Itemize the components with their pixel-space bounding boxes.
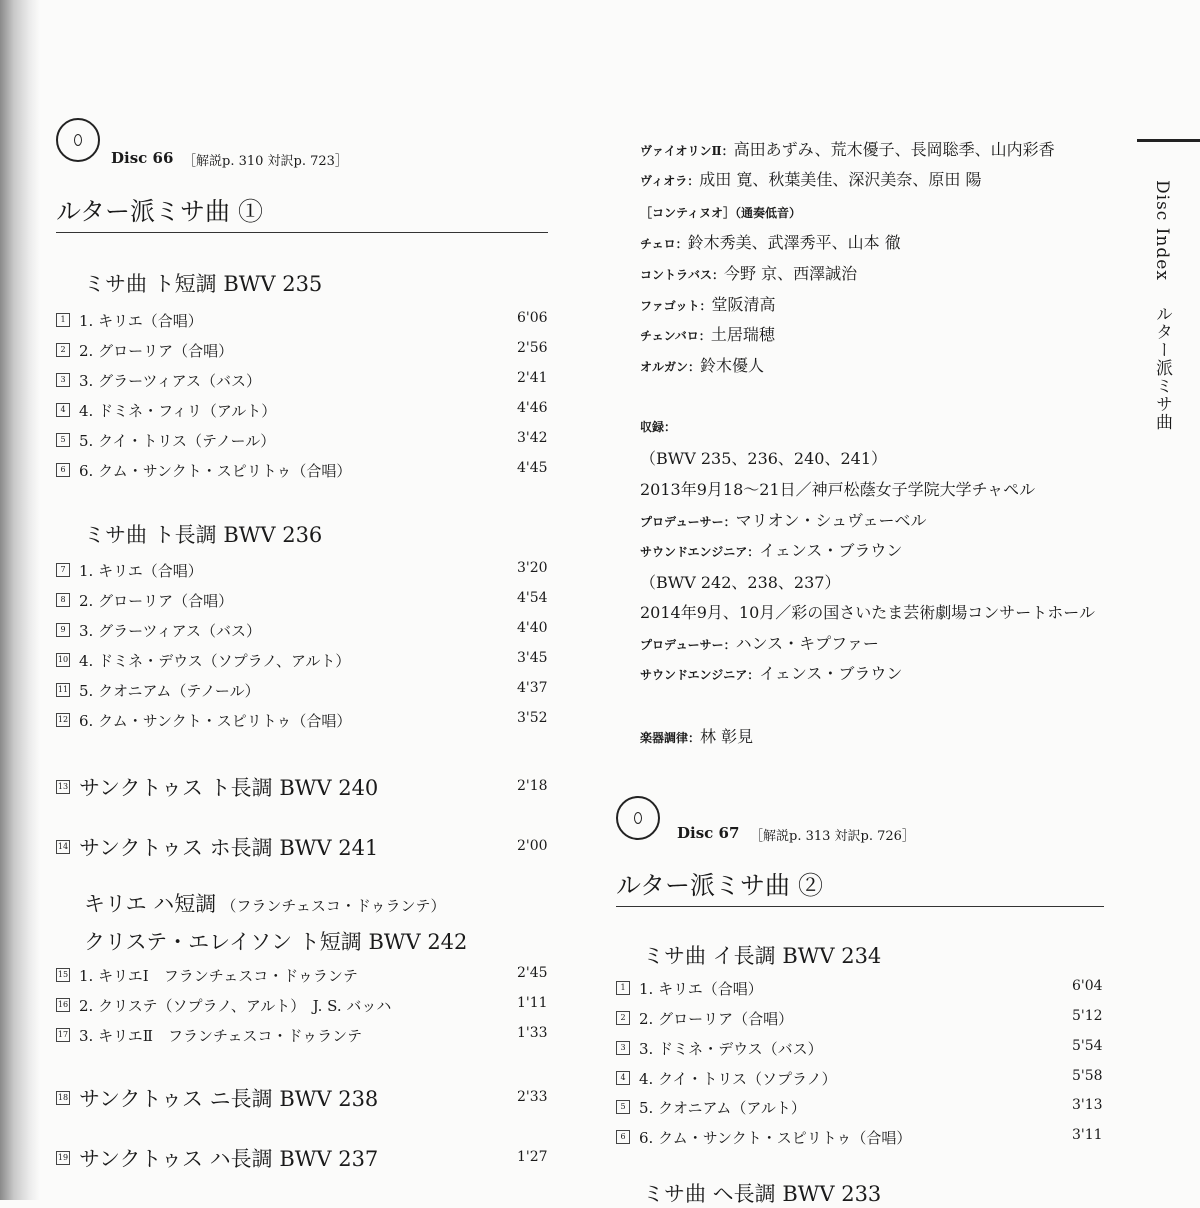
work-title-note: （フランチェスコ・ドゥランテ） [221, 897, 446, 915]
track-name: 1. キリエ（合唱） [79, 312, 203, 330]
track-number: 19 [56, 1151, 70, 1165]
recording-label [640, 416, 676, 435]
recording1-engineer [640, 538, 902, 561]
track-row[interactable] [56, 560, 548, 582]
credit-organ [640, 353, 764, 376]
credit-continuo-heading [640, 202, 801, 221]
track-number: 15 [56, 968, 70, 982]
track-number: 7 [56, 563, 70, 577]
credit-names: 鈴木優人 [700, 356, 765, 375]
credit-role: サウンドエンジニア： [640, 668, 760, 682]
work-title: ミサ曲 ト長調 BWV 236 [84, 523, 323, 547]
credit-role: プロデューサー： [640, 638, 736, 652]
page-gutter-shadow [0, 0, 40, 1200]
track-number: 10 [56, 653, 70, 667]
section-divider [616, 906, 1104, 907]
track-row[interactable] [56, 340, 548, 362]
track-name: 3. ドミネ・デウス（バス） [639, 1040, 823, 1058]
track-row[interactable] [56, 772, 548, 800]
track-name: 3. グラーツィアス（バス） [79, 372, 261, 390]
credit-tuning [640, 724, 753, 747]
credit-role: コントラバス： [640, 268, 725, 282]
track-duration: 2'18 [517, 778, 548, 794]
track-duration: 3'11 [1072, 1127, 1103, 1143]
track-name: サンクトゥス ハ長調 BWV 237 [79, 1147, 379, 1171]
track-name: 1. キリエ（合唱） [79, 562, 203, 580]
track-duration: 1'33 [517, 1025, 548, 1041]
track-row[interactable] [616, 978, 1104, 1000]
track-row[interactable] [56, 710, 548, 732]
recording1-producer [640, 508, 927, 531]
credit-role: 楽器調律： [640, 731, 701, 745]
credit-names: 土居瑞穂 [710, 325, 775, 344]
track-name: 4. ドミネ・デウス（ソプラノ、アルト） [79, 652, 351, 670]
recording2-place: 2014年9月、10月／彩の国さいたま芸術劇場コンサートホール [640, 603, 1095, 622]
track-number: 12 [56, 713, 70, 727]
credit-names: 高田あずみ、荒木優子、長岡聡季、山内彩香 [733, 140, 1055, 159]
track-number: 16 [56, 998, 70, 1012]
recording2-engineer [640, 661, 902, 684]
track-name: 6. クム・サンクト・スピリトゥ（合唱） [79, 712, 352, 730]
track-duration: 2'45 [517, 965, 548, 981]
track-name: サンクトゥス ニ長調 BWV 238 [79, 1087, 379, 1111]
side-index [1150, 180, 1175, 449]
section-title: ルター派ミサ曲 ① [56, 197, 263, 226]
section-divider [56, 232, 548, 233]
track-name: 5. クオニアム（アルト） [639, 1099, 806, 1117]
track-duration: 4'45 [517, 460, 548, 476]
track-row[interactable] [56, 1025, 548, 1047]
track-number: 3 [616, 1041, 630, 1055]
track-duration: 4'54 [517, 590, 548, 606]
track-duration: 1'27 [517, 1149, 548, 1165]
track-number: 11 [56, 683, 70, 697]
track-duration: 6'04 [1072, 978, 1103, 994]
credit-names: イェンス・ブラウン [759, 664, 903, 683]
track-number: 5 [616, 1100, 630, 1114]
track-row[interactable] [56, 590, 548, 612]
track-name: サンクトゥス ト長調 BWV 240 [79, 776, 379, 800]
track-duration: 2'33 [517, 1089, 548, 1105]
work-title-main: キリエ ハ短調 [84, 892, 217, 916]
recording1-works: （BWV 235、236、240、241） [640, 449, 888, 468]
track-name: 4. ドミネ・フィリ（アルト） [79, 402, 277, 420]
track-number: 5 [56, 433, 70, 447]
track-duration: 5'12 [1072, 1008, 1103, 1024]
credit-contrabass [640, 261, 857, 284]
credit-role: チェンバロ： [640, 329, 711, 343]
credit-role: ファゴット： [640, 299, 712, 313]
track-name: 1. キリエⅠ フランチェスコ・ドゥランテ [79, 967, 358, 985]
credit-role: ヴァイオリンⅡ： [640, 144, 734, 158]
track-duration: 2'56 [517, 340, 548, 356]
credit-names: 今野 京、西澤誠治 [724, 264, 858, 283]
track-row[interactable] [56, 310, 548, 332]
track-number: 2 [616, 1011, 630, 1025]
track-duration: 3'45 [517, 650, 548, 666]
disc-reference: ［解説p. 313 対訳p. 726］ [750, 829, 915, 844]
credit-cello [640, 230, 901, 253]
track-name: 4. クイ・トリス（ソプラノ） [639, 1070, 837, 1088]
credit-role: オルガン： [640, 360, 701, 374]
track-row[interactable] [56, 460, 548, 482]
track-name: 1. キリエ（合唱） [639, 980, 763, 998]
track-duration: 3'52 [517, 710, 548, 726]
track-row[interactable] [56, 430, 548, 452]
disc-label: Disc 67 [677, 824, 740, 842]
track-name: 2. グローリア（合唱） [79, 592, 234, 610]
track-row[interactable] [56, 400, 548, 422]
track-number: 1 [616, 981, 630, 995]
track-row[interactable] [56, 650, 548, 672]
track-row[interactable] [56, 832, 548, 860]
track-duration: 4'40 [517, 620, 548, 636]
track-name: 6. クム・サンクト・スピリトゥ（合唱） [639, 1129, 912, 1147]
credit-names: ハンス・キプファー [735, 634, 879, 653]
work-title: ミサ曲 ト短調 BWV 235 [84, 272, 323, 296]
track-duration: 4'46 [517, 400, 548, 416]
track-number: 9 [56, 623, 70, 637]
track-number: 2 [56, 343, 70, 357]
track-row[interactable] [616, 1008, 1104, 1030]
track-name: 5. クオニアム（テノール） [79, 682, 260, 700]
section-title: ルター派ミサ曲 ② [616, 871, 823, 900]
credit-names: イェンス・ブラウン [759, 541, 903, 560]
track-name: 6. クム・サンクト・スピリトゥ（合唱） [79, 462, 352, 480]
credit-role: ヴィオラ： [640, 174, 700, 188]
credit-names: 成田 寛、秋葉美佳、深沢美奈、原田 陽 [699, 170, 982, 189]
track-number: 18 [56, 1091, 70, 1105]
credit-viola [640, 167, 981, 190]
track-number: 1 [56, 313, 70, 327]
track-name: 3. キリエⅡ フランチェスコ・ドゥランテ [79, 1027, 363, 1045]
track-duration: 3'13 [1072, 1097, 1103, 1113]
track-row[interactable] [56, 1083, 548, 1111]
credit-role: サウンドエンジニア： [640, 545, 760, 559]
track-number: 13 [56, 780, 70, 794]
side-index-label: Disc Index [1152, 180, 1172, 281]
credit-names: 林 彰見 [700, 727, 754, 746]
cd-icon [56, 118, 100, 162]
track-name: 2. グローリア（合唱） [639, 1010, 794, 1028]
track-row[interactable] [56, 620, 548, 642]
track-duration: 2'00 [517, 838, 548, 854]
track-row[interactable] [56, 680, 548, 702]
track-duration: 3'42 [517, 430, 548, 446]
track-duration: 3'20 [517, 560, 548, 576]
track-name: サンクトゥス ホ長調 BWV 241 [79, 836, 379, 860]
track-name: 2. クリステ（ソプラノ、アルト） J. S. バッハ [79, 997, 392, 1015]
track-number: 17 [56, 1028, 70, 1042]
track-row[interactable] [56, 995, 548, 1017]
track-row[interactable] [56, 370, 548, 392]
track-number: 14 [56, 840, 70, 854]
track-row[interactable] [616, 1097, 1104, 1119]
track-name: 2. グローリア（合唱） [79, 342, 234, 360]
recording2-producer [640, 631, 879, 654]
track-duration: 6'06 [517, 310, 548, 326]
track-duration: 4'37 [517, 680, 548, 696]
credit-names: 鈴木秀美、武澤秀平、山本 徹 [687, 233, 901, 252]
track-duration: 2'41 [517, 370, 548, 386]
work-title: クリステ・エレイソン ト短調 BWV 242 [84, 930, 468, 954]
recording2-works: （BWV 242、238、237） [640, 573, 841, 592]
credit-role: チェロ： [640, 237, 688, 251]
track-duration: 5'58 [1072, 1068, 1103, 1084]
disc-label: Disc 66 [111, 149, 174, 167]
credit-role: プロデューサー： [640, 515, 736, 529]
side-index-title: ルター派ミサ曲 [1152, 305, 1172, 432]
work-title: ミサ曲 ヘ長調 BWV 233 [643, 1182, 882, 1206]
track-duration: 1'11 [517, 995, 548, 1011]
track-row[interactable] [616, 1038, 1104, 1060]
track-number: 4 [616, 1071, 630, 1085]
credit-names: 堂阪清高 [711, 295, 776, 314]
credit-cembalo [640, 322, 775, 345]
work-title [84, 888, 446, 918]
work-title: ミサ曲 イ長調 BWV 234 [643, 944, 882, 968]
track-number: 3 [56, 373, 70, 387]
credit-names: マリオン・シュヴェーベル [735, 511, 927, 530]
cd-icon [616, 796, 660, 840]
track-number: 8 [56, 593, 70, 607]
recording-heading: 収録： [640, 420, 677, 434]
track-row[interactable] [616, 1068, 1104, 1090]
track-number: 6 [616, 1130, 630, 1144]
track-duration: 5'54 [1072, 1038, 1103, 1054]
index-tab-marker [1137, 139, 1200, 142]
continuo-label: ［コンティヌオ］（通奏低音） [640, 206, 802, 220]
credit-violin2 [640, 137, 1055, 160]
track-name: 3. グラーツィアス（バス） [79, 622, 261, 640]
track-name: 5. クイ・トリス（テノール） [79, 432, 276, 450]
track-number: 6 [56, 463, 70, 477]
track-row[interactable] [56, 1143, 548, 1171]
disc-reference: ［解説p. 310 対訳p. 723］ [183, 154, 348, 169]
track-row[interactable] [616, 1127, 1104, 1149]
track-number: 4 [56, 403, 70, 417]
credit-fagotto [640, 292, 776, 315]
recording1-place: 2013年9月18～21日／神戸松蔭女子学院大学チャペル [640, 480, 1036, 499]
track-row[interactable] [56, 965, 548, 987]
